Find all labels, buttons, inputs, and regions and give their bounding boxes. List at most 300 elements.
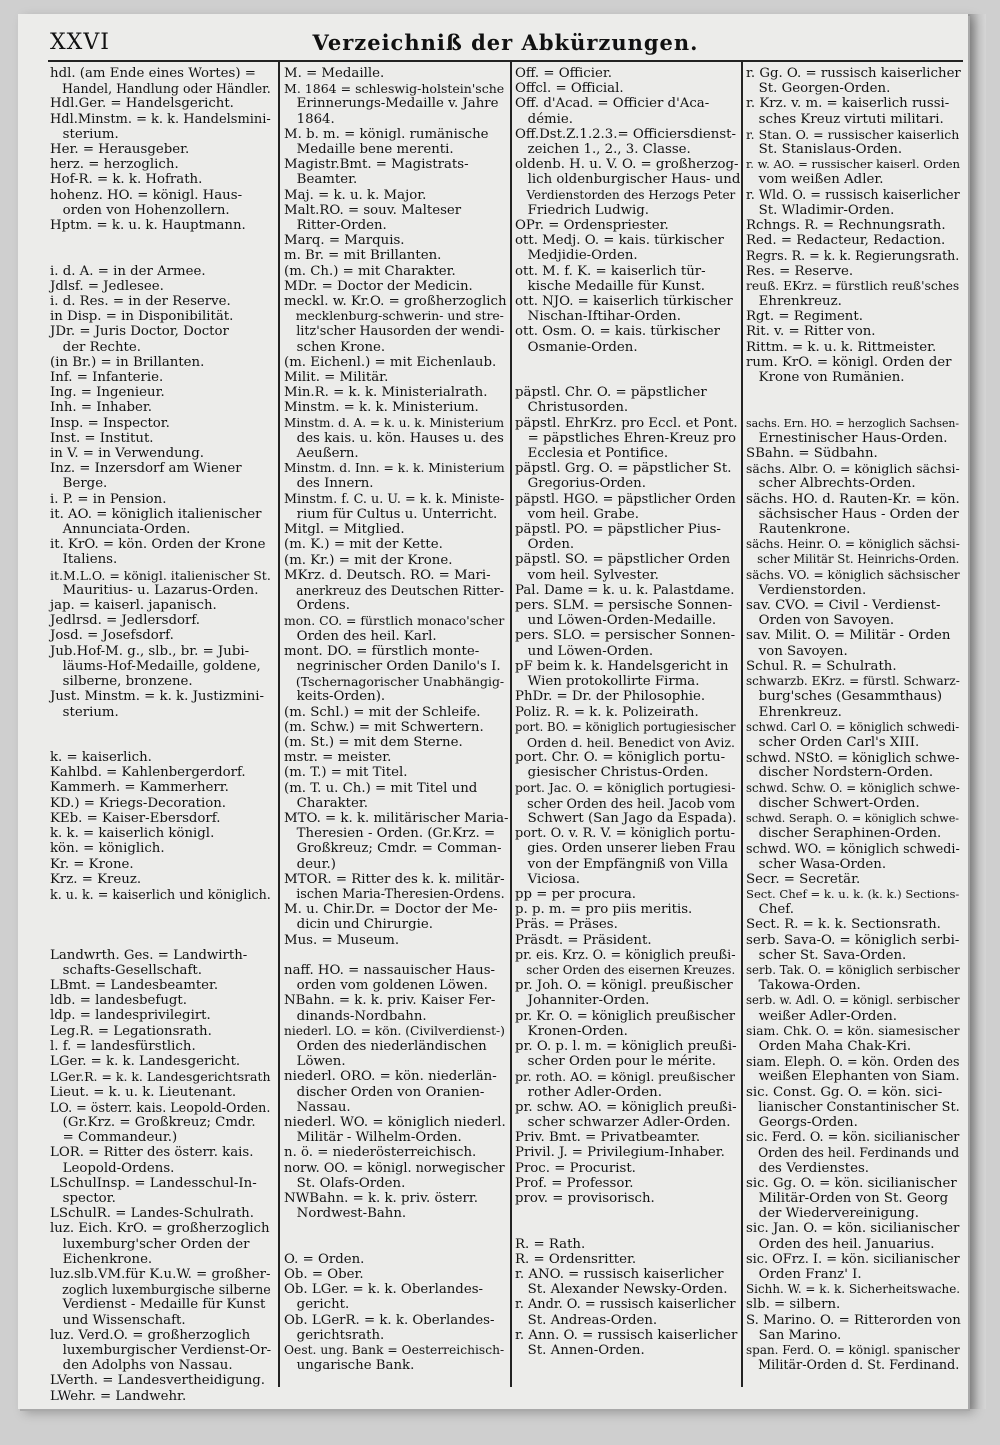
abbreviation-entry: päpstl. EhrKrz. pro Eccl. et Pont. (515, 415, 738, 431)
column-divider (278, 62, 280, 1387)
abbreviation-entry: St. Wladimir-Orden. (746, 202, 895, 218)
section-gap (50, 735, 275, 750)
abbreviation-entry: discher Orden von Oranien- (284, 1084, 485, 1100)
abbreviation-entry: Sichh. W. = k. k. Sicherheitswache. (746, 1282, 961, 1297)
abbreviation-entry: Rchngs. R. = Rechnungsrath. (746, 218, 946, 234)
abbreviation-entry: Josd. = Josefsdorf. (50, 628, 174, 644)
abbreviation-entry: den Adolphs von Nassau. (50, 1358, 233, 1374)
abbreviation-entry: Prof. = Professor. (515, 1175, 634, 1191)
abbreviation-entry: JDr. = Juris Doctor, Doctor (50, 324, 229, 340)
abbreviation-entry: M. u. Chir.Dr. = Doctor der Me- (284, 902, 498, 918)
abbreviation-entry: Nischan-Iftihar-Orden. (515, 309, 681, 325)
abbreviation-entry: dicin und Chirurgie. (284, 917, 433, 933)
abbreviation-entry: Jub.Hof-M. g., slb., br. = Jubi- (50, 643, 250, 659)
abbreviation-entry: M. b. m. = königl. rumänische (284, 126, 489, 142)
abbreviation-entry: port. O. v. R. V. = königlich portu- (515, 826, 735, 842)
abbreviation-entry: ungarische Bank. (284, 1358, 415, 1374)
abbreviation-entry: NWBahn. = k. k. priv. österr. (284, 1191, 478, 1207)
abbreviation-entry: Minstm. d. A. = k. u. k. Ministerium (284, 415, 505, 430)
abbreviation-entry: ott. Osm. O. = kais. türkischer (515, 324, 721, 340)
abbreviation-entry: Medjidie-Orden. (515, 248, 638, 264)
abbreviation-entry: pr. roth. AO. = königl. preußischer (515, 1069, 735, 1085)
abbreviation-entry: St. Stanislaus-Orden. (746, 142, 903, 158)
abbreviation-entry: Beamter. (284, 172, 358, 188)
abbreviation-entry: Res. = Reserve. (746, 263, 854, 279)
abbreviation-entry: Berge. (50, 476, 108, 492)
abbreviation-entry: sic. Const. Gg. O. = kön. sici- (746, 1084, 943, 1100)
section-gap (50, 248, 275, 263)
abbreviation-entry: (m. T. u. Ch.) = mit Titel und (284, 780, 478, 796)
abbreviation-entry: (m. St.) = mit dem Sterne. (284, 734, 463, 750)
abbreviation-entry: Nordwest-Bahn. (284, 1206, 407, 1222)
abbreviation-entry: serb. Sava-O. = königlich serbi- (746, 932, 960, 948)
abbreviation-entry: port. Jac. O. = königlich portugiesi- (515, 780, 736, 795)
abbreviation-entry: Medaille bene merenti. (284, 142, 454, 158)
abbreviation-entry: Off.Dst.Z.1.2.3.= Officiersdienst- (515, 126, 737, 142)
abbreviation-entry: sic. OFrz. I. = kön. sicilianischer (746, 1251, 960, 1267)
abbreviation-entry: r. Wld. O. = russisch kaiserlicher (746, 187, 960, 203)
abbreviation-entry: luz. Verd.O. = großherzoglich (50, 1327, 251, 1343)
abbreviation-entry: Maj. = k. u. k. Major. (284, 187, 427, 203)
abbreviation-entry: k. k. = kaiserlich königl. (50, 826, 215, 842)
abbreviation-entry: LGer. = k. k. Landesgericht. (50, 1054, 241, 1070)
abbreviation-entry: Poliz. R. = k. k. Polizeirath. (515, 704, 699, 720)
abbreviation-entry: Orden Maha Chak-Kri. (746, 1038, 912, 1054)
abbreviation-entry: Präsdt. = Präsident. (515, 932, 652, 948)
abbreviation-entry: dinands-Nordbahn. (284, 1008, 427, 1024)
abbreviation-entry: Ing. = Ingenieur. (50, 385, 165, 401)
abbreviation-entry: norw. OO. = königl. norwegischer (284, 1160, 505, 1176)
abbreviation-entry: ott. NJO. = kaiserlich türkischer (515, 294, 733, 310)
abbreviation-entry: Orden des heil. Januarius. (746, 1236, 935, 1252)
abbreviation-entry: gies. Orden unserer lieben Frau (515, 841, 736, 857)
abbreviation-entry: Leg.R. = Legationsrath. (50, 1023, 212, 1039)
abbreviation-entry: Ob. LGer. = k. k. Oberlandes- (284, 1282, 484, 1298)
abbreviation-entry: schwarzb. EKrz. = fürstl. Schwarz- (746, 674, 960, 689)
abbreviation-entry: Takowa-Orden. (746, 978, 861, 994)
abbreviation-entry: Off. d'Acad. = Officier d'Aca- (515, 96, 710, 112)
abbreviation-entry: O. = Orden. (284, 1251, 365, 1267)
abbreviation-entry: St. Olafs-Orden. (284, 1175, 406, 1191)
abbreviation-entry: Leopold-Ordens. (50, 1160, 175, 1176)
abbreviation-entry: Charakter. (284, 795, 369, 811)
abbreviation-entry: Rittm. = k. u. k. Rittmeister. (746, 339, 937, 355)
abbreviation-entry: Militär-Orden von St. Georg (746, 1191, 949, 1206)
abbreviation-entry: Orden des heil. Ferdinands und (746, 1145, 960, 1161)
abbreviation-entry: Kronen-Orden. (515, 1023, 628, 1039)
abbreviation-entry: r. Ann. O. = russisch kaiserlicher (515, 1327, 738, 1343)
document-page (18, 14, 968, 1409)
abbreviation-entry: burg'sches (Gesammthaus) (746, 689, 943, 705)
abbreviation-entry: Friedrich Ludwig. (515, 202, 650, 218)
abbreviation-entry: hohenz. HO. = königl. Haus- (50, 187, 243, 203)
abbreviation-entry: NBahn. = k. k. priv. Kaiser Fer- (284, 993, 496, 1009)
column-3 (515, 66, 740, 1396)
abbreviation-entry: Orden Franz' I. (746, 1267, 862, 1283)
abbreviation-entry: Ob. LGerR. = k. k. Oberlandes- (284, 1312, 495, 1328)
column-divider (741, 62, 743, 1387)
abbreviation-entry: ldp. = landesprivilegirt. (50, 1008, 211, 1024)
abbreviation-entry: mstr. = meister. (284, 750, 392, 766)
abbreviation-entry: MDr. = Doctor der Medicin. (284, 278, 473, 294)
abbreviation-entry: r. Gg. O. = russisch kaiserlicher (746, 66, 961, 81)
abbreviation-entry: niederl. LO. = kön. (Civilverdienst-) (284, 1023, 505, 1038)
abbreviation-entry: orden von Hohenzollern. (50, 202, 230, 218)
abbreviation-entry: schwd. WO. = königlich schwedi- (746, 841, 960, 857)
abbreviation-entry: i. d. Res. = in der Reserve. (50, 294, 231, 310)
abbreviation-entry: (m. Kr.) = mit der Krone. (284, 552, 453, 568)
abbreviation-entry: silberne, bronzene. (50, 674, 193, 690)
abbreviation-entry: Orden des heil. Karl. (284, 628, 437, 644)
abbreviation-entry: Viciosa. (515, 871, 580, 887)
abbreviation-entry: Löwen. (284, 1054, 346, 1070)
abbreviation-entry: mon. CO. = fürstlich monaco'scher (284, 613, 505, 629)
abbreviation-entry: (m. Schl.) = mit der Schleife. (284, 704, 481, 720)
abbreviation-entry: Orden. (515, 537, 575, 553)
abbreviation-entry: Militär - Wilhelm-Orden. (284, 1130, 462, 1146)
abbreviation-entry: orden vom goldenen Löwen. (284, 978, 488, 994)
abbreviation-entry: sav. CVO. = Civil - Verdienst- (746, 598, 941, 614)
abbreviation-entry: (Tschernagorischer Unabhängig- (284, 674, 505, 690)
abbreviation-entry: St. Annen-Orden. (515, 1343, 645, 1358)
abbreviation-entry: Militär-Orden d. St. Ferdinand. (746, 1358, 960, 1374)
abbreviation-entry: St. Andreas-Orden. (515, 1312, 658, 1328)
abbreviation-entry: (Gr.Krz. = Großkreuz; Cmdr. (50, 1114, 256, 1130)
abbreviation-entry: port. BO. = königlich portugiesischer (515, 719, 736, 734)
abbreviation-entry: Offcl. = Official. (515, 81, 624, 97)
abbreviation-entry: Kammerh. = Kammerherr. (50, 780, 229, 796)
page-number: XXVI (50, 30, 110, 55)
abbreviation-entry: Nassau. (284, 1099, 351, 1115)
abbreviation-entry: Privil. J. = Privilegium-Inhaber. (515, 1145, 725, 1161)
abbreviation-entry: vom heil. Sylvester. (515, 567, 659, 583)
abbreviation-entry: Kahlbd. = Kahlenbergerdorf. (50, 765, 246, 781)
abbreviation-entry: PhDr. = Dr. der Philosophie. (515, 689, 706, 705)
abbreviation-entry: sächsischer Haus - Orden der (746, 506, 959, 522)
abbreviation-entry: weißen Elephanten von Siam. (746, 1069, 960, 1085)
abbreviation-entry: päpstl. Grg. O. = päpstlicher St. (515, 461, 732, 477)
abbreviation-entry: Hptm. = k. u. k. Hauptmann. (50, 218, 246, 234)
abbreviation-entry: und Löwen-Orden. (515, 643, 654, 659)
abbreviation-entry: Hdl.Minstm. = k. k. Handelsmini- (50, 111, 271, 127)
abbreviation-entry: lianischer Constantinischer St. (746, 1099, 960, 1115)
abbreviation-entry: von der Empfängniß von Villa (515, 856, 728, 872)
abbreviation-entry: Sect. Chef = k. u. k. (k. k.) Sections- (746, 886, 960, 901)
abbreviation-entry: Secr. = Secretär. (746, 871, 861, 887)
section-gap (50, 932, 275, 947)
abbreviation-entry: Rautenkrone. (746, 522, 851, 538)
abbreviation-entry: p. p. m. = pro piis meritis. (515, 902, 693, 918)
abbreviation-entry: r. Krz. v. m. = kaiserlich russi- (746, 96, 950, 112)
abbreviation-entry: Orden von Savoyen. (746, 613, 895, 629)
abbreviation-entry: Ob. = Ober. (284, 1267, 364, 1282)
abbreviation-entry: Ehrenkreuz. (746, 294, 842, 310)
abbreviation-entry: Mauritius- u. Lazarus-Orden. (50, 582, 259, 598)
abbreviation-entry: sächs. VO. = königlich sächsischer (746, 567, 960, 582)
abbreviation-entry: rum. KrO. = königl. Orden der (746, 354, 952, 370)
abbreviation-entry: schen Krone. (284, 339, 386, 355)
abbreviation-entry: Jdlsf. = Jedlesee. (50, 278, 164, 294)
abbreviation-entry: päpstl. PO. = päpstlicher Pius- (515, 522, 721, 538)
abbreviation-entry: vom heil. Grabe. (515, 506, 639, 522)
abbreviation-entry: slb. = silbern. (746, 1297, 841, 1313)
abbreviation-entry: KEb. = Kaiser-Ebersdorf. (50, 810, 221, 826)
section-gap (284, 1221, 509, 1236)
section-gap (50, 902, 275, 917)
abbreviation-entry: in Disp. = in Disponibilität. (50, 309, 234, 325)
abbreviation-entry: sic. Jan. O. = kön. sicilianischer (746, 1221, 960, 1237)
abbreviation-entry: Priv. Bmt. = Privatbeamter. (515, 1130, 701, 1146)
abbreviation-entry: R. = Ordensritter. (515, 1251, 637, 1267)
abbreviation-entry: Lieut. = k. u. k. Lieutenant. (50, 1084, 237, 1100)
abbreviation-entry: scher Albrechts-Orden. (746, 476, 916, 492)
abbreviation-entry: Schwert (San Jago da Espada). (515, 810, 737, 826)
header-rule (48, 60, 963, 62)
section-gap (284, 948, 509, 963)
abbreviation-entry: pr. eis. Krz. O. = königlich preußi- (515, 947, 736, 963)
abbreviation-entry: LSchulInsp. = Landesschul-In- (50, 1175, 257, 1191)
abbreviation-entry: Oest. ung. Bank = Oesterreichisch- (284, 1343, 505, 1358)
abbreviation-entry: (m. Ch.) = mit Charakter. (284, 263, 456, 279)
abbreviation-entry: St. Alexander Newsky-Orden. (515, 1282, 728, 1298)
abbreviation-entry: sächs. Albr. O. = königlich sächsi- (746, 461, 960, 477)
abbreviation-entry: M. 1864 = schleswig-holstein'sche (284, 81, 505, 97)
abbreviation-entry: it. AO. = königlich italienischer (50, 506, 262, 522)
abbreviation-entry: läums-Hof-Medaille, goldene, (50, 658, 261, 674)
abbreviation-entry: sterium. (50, 126, 119, 142)
abbreviation-entry: kische Medaille für Kunst. (515, 278, 705, 294)
abbreviation-entry: gerichtsrath. (284, 1327, 385, 1343)
abbreviation-entry: sächs. HO. d. Rauten-Kr. = kön. (746, 491, 960, 507)
abbreviation-entry: S. Marino. O. = Ritterorden von (746, 1312, 961, 1328)
abbreviation-entry: kön. = königlich. (50, 841, 165, 857)
abbreviation-entry: meckl. w. Kr.O. = großherzoglich (284, 294, 507, 310)
abbreviation-entry: 1864. (284, 111, 335, 127)
abbreviation-entry: Marq. = Marquis. (284, 233, 405, 249)
abbreviation-entry: Georgs-Orden. (746, 1114, 858, 1130)
column-4 (746, 66, 964, 1396)
abbreviation-entry: Red. = Redacteur, Redaction. (746, 233, 946, 249)
abbreviation-entry: prov. = provisorisch. (515, 1191, 655, 1206)
abbreviation-entry: LSchulR. = Landes-Schulrath. (50, 1206, 254, 1222)
abbreviation-entry: schwd. Carl O. = königlich schwedi- (746, 719, 960, 734)
abbreviation-entry: gericht. (284, 1297, 350, 1313)
abbreviation-entry: Landwrth. Ges. = Landwirth- (50, 947, 248, 963)
abbreviation-entry: weißer Adler-Orden. (746, 1008, 898, 1024)
abbreviation-entry: zoglich luxemburgische silberne (50, 1282, 271, 1298)
abbreviation-entry: Minstm. f. C. u. U. = k. k. Ministe- (284, 491, 505, 507)
abbreviation-entry: luxemburg'scher Orden der (50, 1236, 250, 1252)
abbreviation-entry: schwd. Schw. O. = königlich schwe- (746, 780, 960, 795)
abbreviation-entry: port. Chr. O. = königlich portu- (515, 750, 726, 766)
abbreviation-entry: ott. M. f. K. = kaiserlich tür- (515, 263, 706, 279)
abbreviation-entry: Verdienstorden des Herzogs Peter (515, 187, 736, 202)
abbreviation-entry: r. ANO. = russisch kaiserlicher (515, 1266, 724, 1282)
abbreviation-entry: discher Schwert-Orden. (746, 795, 920, 811)
abbreviation-entry: der Rechte. (50, 339, 141, 355)
abbreviation-entry: und Wissenschaft. (50, 1312, 186, 1328)
abbreviation-entry: Min.R. = k. k. Ministerialrath. (284, 385, 488, 401)
abbreviation-entry: Magistr.Bmt. = Magistrats- (284, 157, 469, 173)
abbreviation-entry: = päpstliches Ehren-Kreuz pro (515, 430, 736, 446)
section-gap (515, 1221, 740, 1236)
abbreviation-entry: scher Orden Carl's XIII. (746, 734, 920, 750)
abbreviation-entry: anerkreuz des Deutschen Ritter- (284, 582, 504, 598)
abbreviation-entry: Präs. = Präses. (515, 917, 618, 933)
abbreviation-entry: n. ö. = niederösterreichisch. (284, 1145, 477, 1161)
abbreviation-entry: pp = per procura. (515, 886, 636, 902)
abbreviation-entry: Orden des niederländischen (284, 1038, 487, 1054)
section-gap (746, 385, 964, 400)
column-2 (284, 66, 509, 1396)
abbreviation-entry: discher Nordstern-Orden. (746, 765, 934, 781)
abbreviation-entry: Regrs. R. = k. k. Regierungsrath. (746, 248, 960, 264)
abbreviation-entry: deur.) (284, 856, 336, 872)
section-gap (515, 1206, 740, 1221)
abbreviation-entry: serb. w. Adl. O. = königl. serbischer (746, 993, 960, 1008)
abbreviation-entry: pr. schw. AO. = königlich preußi- (515, 1099, 737, 1115)
abbreviation-entry: oldenb. H. u. V. O. = großherzog- (515, 157, 739, 173)
abbreviation-entry: Johanniter-Orden. (515, 993, 650, 1009)
abbreviation-entry: schafts-Gesellschaft. (50, 962, 202, 978)
abbreviation-entry: Theresien - Orden. (Gr.Krz. = (284, 826, 496, 842)
abbreviation-entry: pr. O. p. l. m. = königlich preußi- (515, 1038, 737, 1054)
abbreviation-entry: r. Stan. O. = russischer kaiserlich (746, 126, 960, 142)
abbreviation-entry: luxemburgischer Verdienst-Or- (50, 1342, 272, 1358)
abbreviation-entry: Minstm. = k. k. Ministerium. (284, 400, 479, 416)
abbreviation-entry: Just. Minstm. = k. k. Justizmini- (50, 689, 265, 705)
abbreviation-entry: ischen Maria-Theresien-Ordens. (284, 886, 505, 902)
abbreviation-entry: LWehr. = Landwehr. (50, 1388, 187, 1404)
abbreviation-entry: Inh. = Inhaber. (50, 400, 153, 416)
abbreviation-entry: Her. = Herausgeber. (50, 142, 190, 158)
abbreviation-entry: ldb. = landesbefugt. (50, 993, 187, 1009)
abbreviation-entry: päpstl. SO. = päpstlicher Orden (515, 552, 731, 568)
abbreviation-entry: Eichenkrone. (50, 1251, 153, 1267)
abbreviation-entry: it. KrO. = kön. Orden der Krone (50, 537, 266, 553)
abbreviation-entry: sterium. (50, 704, 119, 720)
abbreviation-entry: discher Seraphinen-Orden. (746, 826, 942, 842)
abbreviation-entry: scher St. Sava-Orden. (746, 947, 907, 963)
abbreviation-entry: r. w. AO. = russischer kaiserl. Orden (746, 157, 961, 172)
abbreviation-entry: naff. HO. = nassauischer Haus- (284, 962, 496, 978)
abbreviation-entry: Hof-R. = k. k. Hofrath. (50, 172, 203, 188)
abbreviation-entry: Ecclesia et Pontifice. (515, 446, 669, 462)
abbreviation-entry: luz. Eich. KrO. = großherzoglich (50, 1221, 270, 1237)
abbreviation-entry: scher Militär St. Heinrichs-Orden. (746, 552, 960, 567)
abbreviation-entry: KD.) = Kriegs-Decoration. (50, 795, 227, 811)
abbreviation-entry: in V. = in Verwendung. (50, 446, 204, 462)
abbreviation-entry: OPr. = Ordenspriester. (515, 218, 669, 234)
abbreviation-entry: scher Orden des eisernen Kreuzes. (515, 962, 736, 977)
abbreviation-entry: Inf. = Infanterie. (50, 370, 164, 386)
abbreviation-entry: luz.slb.VM.für K.u.W. = großher- (50, 1266, 271, 1282)
abbreviation-entry: R. = Rath. (515, 1236, 586, 1252)
abbreviation-entry: (m. Schw.) = mit Schwertern. (284, 719, 484, 735)
abbreviation-entry: Off. = Officier. (515, 66, 612, 81)
abbreviation-entry: Pal. Dame = k. u. k. Palastdame. (515, 582, 735, 598)
abbreviation-entry: LOR. = Ritter des österr. kais. (50, 1145, 254, 1161)
abbreviation-entry: Annunciata-Orden. (50, 522, 191, 538)
abbreviation-entry: St. Georgen-Orden. (746, 81, 891, 97)
abbreviation-entry: sches Kreuz virtuti militari. (746, 111, 944, 127)
page-edge (968, 14, 986, 1409)
abbreviation-entry: r. Andr. O. = russisch kaiserlicher (515, 1297, 736, 1313)
abbreviation-entry: démie. (515, 111, 574, 127)
abbreviation-entry: scher schwarzer Adler-Orden. (515, 1114, 731, 1130)
section-gap (515, 370, 740, 385)
abbreviation-entry: LVerth. = Landesvertheidigung. (50, 1373, 266, 1389)
abbreviation-entry: Inst. = Institut. (50, 430, 154, 446)
abbreviation-entry: litz'scher Hausorden der wendi- (284, 324, 505, 340)
abbreviation-entry: vom weißen Adler. (746, 172, 884, 188)
abbreviation-entry: k. u. k. = kaiserlich und königlich. (50, 886, 271, 902)
abbreviation-entry: mont. DO. = fürstlich monte- (284, 643, 480, 659)
abbreviation-entry: Inz. = Inzersdorf am Wiener (50, 461, 242, 477)
abbreviation-entry: ott. Medj. O. = kais. türkischer (515, 233, 724, 249)
abbreviation-entry: MKrz. d. Deutsch. RO. = Mari- (284, 567, 491, 583)
abbreviation-entry: des Verdienstes. (746, 1160, 870, 1176)
abbreviation-entry: M. = Medaille. (284, 66, 385, 81)
section-gap (50, 720, 275, 735)
abbreviation-entry: span. Ferd. O. = königl. spanischer (746, 1343, 960, 1358)
abbreviation-entry: keits-Orden). (284, 689, 386, 705)
abbreviation-entry: zeichen 1., 2., 3. Classe. (515, 142, 691, 158)
abbreviation-entry: (m. Eichenl.) = mit Eichenlaub. (284, 354, 497, 370)
abbreviation-entry: niederl. WO. = königlich niederl. (284, 1115, 506, 1130)
column-divider (510, 62, 512, 1387)
abbreviation-entry: Orden d. heil. Benedict von Aviz. (515, 734, 735, 750)
abbreviation-entry: sachs. Ern. HO. = herzoglich Sachsen- (746, 416, 960, 430)
abbreviation-entry: Chef. (746, 902, 794, 918)
abbreviation-entry: l. f. = landesfürstlich. (50, 1038, 196, 1054)
abbreviation-entry: (in Br.) = in Brillanten. (50, 354, 205, 370)
abbreviation-entry: Großkreuz; Cmdr. = Comman- (284, 841, 502, 857)
abbreviation-entry: spector. (50, 1190, 116, 1206)
abbreviation-entry: Mus. = Museum. (284, 932, 400, 948)
abbreviation-entry: Gregorius-Orden. (515, 476, 646, 492)
abbreviation-entry: Wien protokollirte Firma. (515, 674, 700, 690)
abbreviation-entry: Osmanie-Orden. (515, 339, 638, 355)
abbreviation-entry: Kr. = Krone. (50, 856, 134, 872)
abbreviation-entry: und Löwen-Orden-Medaille. (515, 613, 717, 629)
abbreviation-entry: (m. K.) = mit der Kette. (284, 537, 443, 553)
abbreviation-entry: Rit. v. = Ritter von. (746, 324, 876, 340)
abbreviation-entry: von Savoyen. (746, 643, 848, 659)
section-gap (515, 355, 740, 370)
abbreviation-entry: i. P. = in Pension. (50, 491, 167, 507)
abbreviation-entry: Hdl.Ger. = Handelsgericht. (50, 96, 234, 112)
abbreviation-entry: MTOR. = Ritter des k. k. militär- (284, 871, 505, 887)
abbreviation-entry: Handel, Handlung oder Händler. (50, 81, 271, 97)
abbreviation-entry: scher Orden des heil. Jacob vom (515, 795, 736, 811)
abbreviation-entry: sav. Milit. O. = Militär - Orden (746, 628, 951, 644)
abbreviation-entry: k. = kaiserlich. (50, 750, 152, 766)
page-header (48, 20, 963, 60)
abbreviation-entry: giesischer Christus-Orden. (515, 765, 709, 781)
abbreviation-entry: Ernestinischer Haus-Orden. (746, 430, 948, 446)
abbreviation-entry: i. d. A. = in der Armee. (50, 263, 206, 279)
abbreviation-entry: Krz. = Kreuz. (50, 871, 142, 887)
abbreviation-entry: pr. Kr. O. = königlich preußischer (515, 1008, 736, 1024)
section-gap (50, 233, 275, 248)
abbreviation-entry: Aeußern. (284, 446, 359, 462)
abbreviation-entry: siam. Eleph. O. = kön. Orden des (746, 1054, 960, 1070)
abbreviation-entry: päpstl. Chr. O. = päpstlicher (515, 385, 707, 401)
abbreviation-entry: rother Adler-Orden. (515, 1084, 662, 1100)
abbreviation-entry: LGer.R. = k. k. Landesgerichtsrath (50, 1069, 271, 1085)
abbreviation-entry: des kais. u. kön. Hauses u. des (284, 430, 504, 446)
